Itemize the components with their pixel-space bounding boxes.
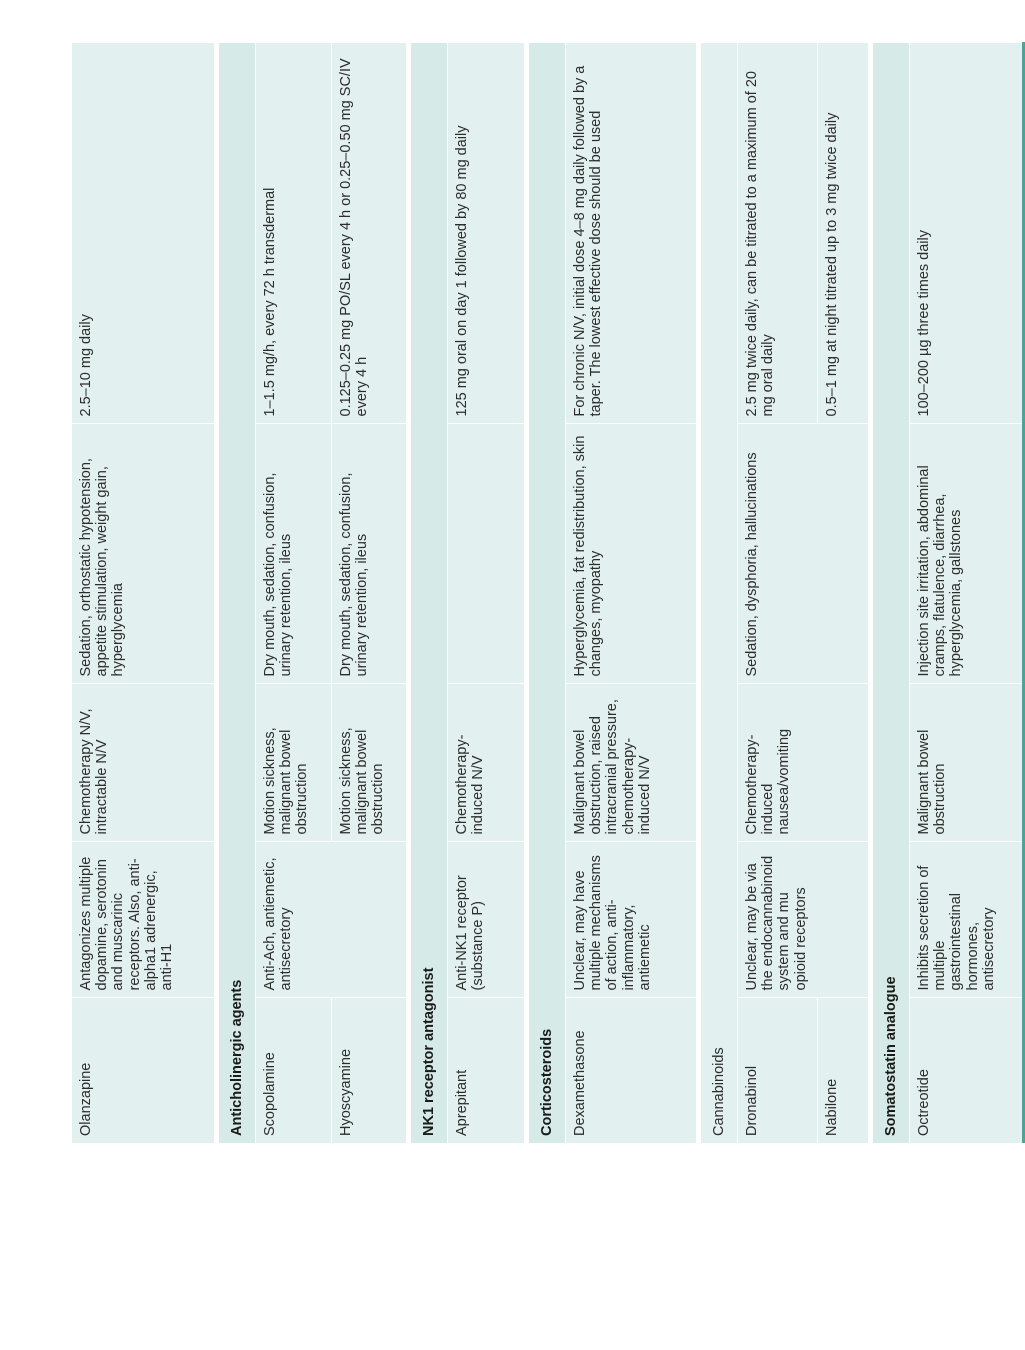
table-row: [910, 43, 1024, 1143]
section-title-somatostatin: Somatostatin analogue: [873, 43, 910, 1143]
dose: 0.5–1 mg at night titrated up to 3 mg twice daily: [818, 43, 869, 424]
table-row: [72, 43, 215, 1143]
drug-name: Hyoscyamine: [332, 998, 407, 1143]
drug-name: Nabilone: [818, 998, 869, 1143]
indications: Malignant bowel obstruction, raised intracranial pressure, chemotherapy-induced N/V: [566, 684, 697, 842]
section-row: [873, 43, 910, 1143]
table-row: [448, 43, 525, 1143]
mechanism: Unclear, may have multiple mechanisms of action, anti-inflammatory, antiemetic: [566, 842, 697, 998]
section-title-cannabinoids: Cannabinoids: [701, 43, 738, 1143]
indications: Motion sickness, malignant bowel obstruction: [256, 684, 332, 842]
indications: Chemotherapy N/V, intractable N/V: [72, 684, 215, 842]
mechanism: Unclear, may be via the endocannabinoid system and mu opioid receptors: [738, 842, 869, 998]
drug-name: Scopolamine: [256, 998, 332, 1143]
table-row: [256, 43, 332, 1143]
table-row: [566, 43, 697, 1143]
side-effects: Sedation, orthostatic hypotension, appetite stimulation, weight gain, hyperglycemia: [72, 424, 215, 684]
dose: 125 mg oral on day 1 followed by 80 mg daily: [448, 43, 525, 424]
dose: 1–1.5 mg/h, every 72 h transdermal: [256, 43, 332, 424]
side-effects: Sedation, dysphoria, hallucinations: [738, 424, 869, 684]
section-row: [411, 43, 448, 1143]
indications: Chemotherapy-induced nausea/vomiting: [738, 684, 869, 842]
drug-name: Olanzapine: [72, 998, 215, 1143]
indications: Chemotherapy-induced N/V: [448, 684, 525, 842]
dose: For chronic N/V, initial dose 4–8 mg daily followed by a taper. The lowest effective dose should be used: [566, 43, 697, 424]
dose: 2.5–10 mg daily: [72, 43, 215, 424]
section-title-corticosteroids: Corticosteroids: [529, 43, 566, 1143]
section-row: [701, 43, 738, 1143]
drug-name: Dexamethasone: [566, 998, 697, 1143]
drug-name: Octreotide: [910, 998, 1024, 1143]
indications: Motion sickness, malignant bowel obstruction: [332, 684, 407, 842]
table-row: [738, 43, 818, 1143]
mechanism: Inhibits secretion of multiple gastrointestinal hormones, antisecretory: [910, 842, 1024, 998]
mechanism: Antagonizes multiple dopamine, serotonin and muscarinic receptors. Also, anti-alpha1 adrenergic, anti-H1: [72, 842, 215, 998]
dose: 2.5 mg twice daily, can be titrated to a maximum of 20 mg oral daily: [738, 43, 818, 424]
side-effects: [448, 424, 525, 684]
section-title-nk1: NK1 receptor antagonist: [411, 43, 448, 1143]
antiemetic-drug-table: [72, 43, 1025, 1144]
indications: Malignant bowel obstruction: [910, 684, 1024, 842]
side-effects: Dry mouth, sedation, confusion, urinary retention, ileus: [256, 424, 332, 684]
rotated-table-wrapper: [72, 43, 997, 1143]
dose: 0.125–0.25 mg PO/SL every 4 h or 0.25–0.50 mg SC/IV every 4 h: [332, 43, 407, 424]
section-title-anticholinergic: Anticholinergic agents: [219, 43, 256, 1143]
section-row: [219, 43, 256, 1143]
mechanism: Anti-NK1 receptor (substance P): [448, 842, 525, 998]
side-effects: Dry mouth, sedation, confusion, urinary retention, ileus: [332, 424, 407, 684]
drug-name: Dronabinol: [738, 998, 818, 1143]
dose: 100–200 µg three times daily: [910, 43, 1024, 424]
drug-name: Aprepitant: [448, 998, 525, 1143]
section-row: [529, 43, 566, 1143]
mechanism: Anti-Ach, antiemetic, antisecretory: [256, 842, 407, 998]
side-effects: Injection site irritation, abdominal cramps, flatulence, diarrhea, hyperglycemia, gallstones: [910, 424, 1024, 684]
side-effects: Hyperglycemia, fat redistribution, skin changes, myopathy: [566, 424, 697, 684]
